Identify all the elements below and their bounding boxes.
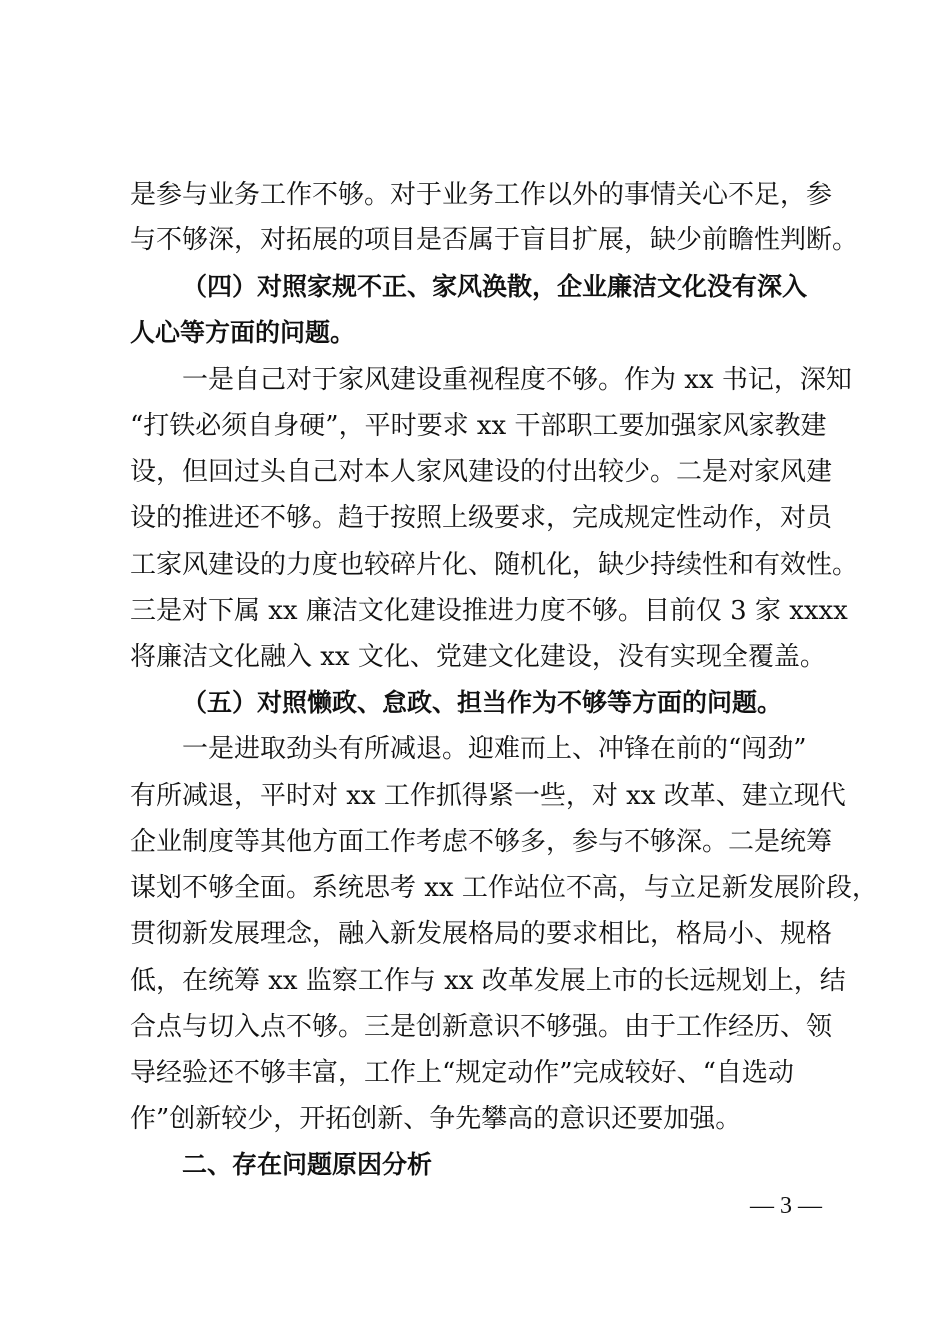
body-line: 低，在统筹 xx 监察工作与 xx 改革发展上市的长远规划上，结: [130, 966, 846, 996]
body-line: 设，但回过头自己对本人家风建设的付出较少。二是对家风建: [130, 457, 833, 487]
chapter-heading-2: 二、存在问题原因分析: [182, 1150, 433, 1179]
page-number: — 3 —: [750, 1193, 822, 1219]
body-line: 是参与业务工作不够。对于业务工作以外的事情关心不足，参: [130, 180, 833, 210]
body-line: 导经验还不够丰富，工作上“规定动作”完成较好、“自选动: [130, 1058, 794, 1088]
body-line: 合点与切入点不够。三是创新意识不够强。由于工作经历、领: [130, 1012, 833, 1042]
body-line: 三是对下属 xx 廉洁文化建设推进力度不够。目前仅 3 家 xxxx: [130, 596, 848, 626]
body-line: 与不够深，对拓展的项目是否属于盲目扩展，缺少前瞻性判断。: [130, 225, 859, 255]
section-heading-5: （五）对照懒政、怠政、担当作为不够等方面的问题。: [182, 688, 783, 717]
body-line: 设的推进还不够。趋于按照上级要求，完成规定性动作，对员: [130, 503, 833, 533]
body-line: 一是进取劲头有所减退。迎难而上、冲锋在前的“闯劲”: [182, 734, 807, 764]
body-line: 企业制度等其他方面工作考虑不够多，参与不够深。二是统筹: [130, 827, 833, 857]
body-line: 一是自己对于家风建设重视程度不够。作为 xx 书记，深知: [182, 365, 852, 395]
body-line: 工家风建设的力度也较碎片化、随机化，缺少持续性和有效性。: [130, 550, 859, 580]
body-line: 贯彻新发展理念，融入新发展格局的要求相比，格局小、规格: [130, 919, 833, 949]
section-heading-4: （四）对照家规不正、家风涣散，企业廉洁文化没有深入: [182, 272, 808, 301]
body-line: 将廉洁文化融入 xx 文化、党建文化建设，没有实现全覆盖。: [130, 642, 826, 672]
body-line: 有所减退，平时对 xx 工作抓得紧一些，对 xx 改革、建立现代: [130, 781, 846, 811]
body-line: “打铁必须自身硬”，平时要求 xx 干部职工要加强家风家教建: [130, 411, 827, 441]
body-line: 谋划不够全面。系统思考 xx 工作站位不高，与立足新发展阶段，: [130, 873, 878, 903]
body-line: 作”创新较少，开拓创新、争先攀高的意识还要加强。: [130, 1104, 742, 1134]
section-heading-4-cont: 人心等方面的问题。: [130, 318, 356, 347]
